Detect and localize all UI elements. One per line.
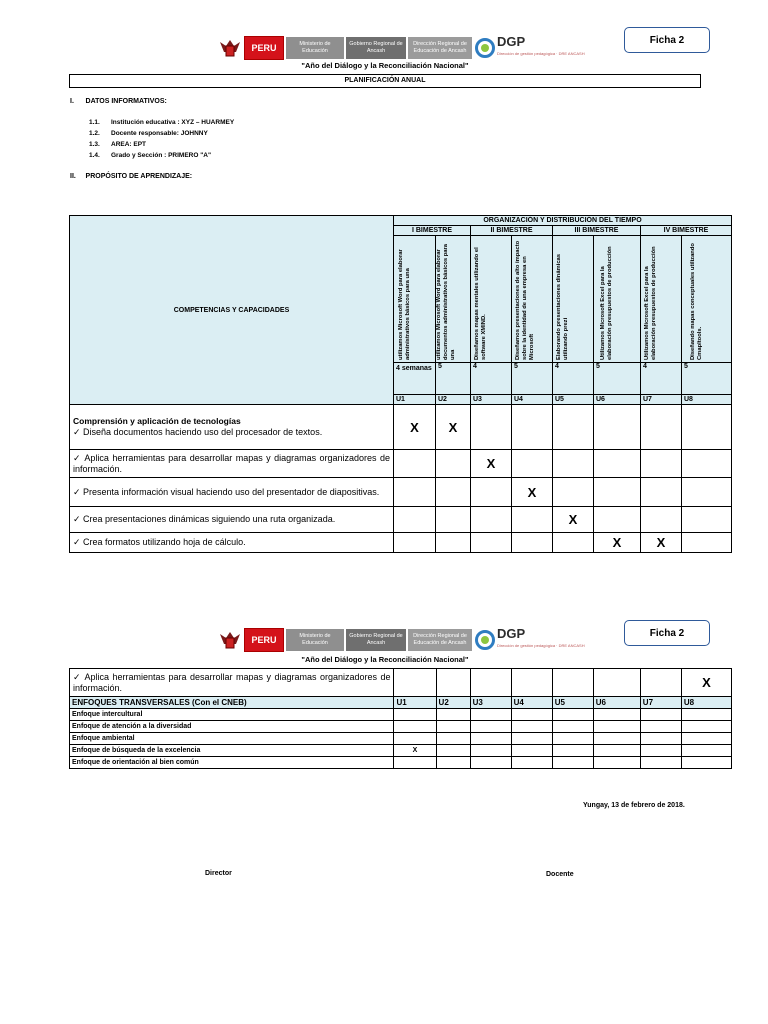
competence-row: ✓ Aplica herramientas para desarrollar mapas y diagramas organizadores de información. bbox=[70, 450, 394, 478]
unit-label: U6 bbox=[594, 395, 641, 405]
motto: "Año del Diálogo y la Reconciliación Nacional" bbox=[301, 61, 469, 70]
mark-cell bbox=[436, 478, 471, 507]
unit-label: U5 bbox=[553, 395, 594, 405]
mark-cell bbox=[470, 669, 511, 697]
enfoque-mark bbox=[394, 757, 436, 769]
dgp-logo bbox=[475, 628, 585, 652]
unit-title: utilizamos Microsoft Word para elaborar administrativos básicos para una bbox=[394, 236, 436, 363]
regional-gov-label: Gobierno Regional de Ancash bbox=[346, 629, 406, 651]
info-item: 1.4. Grado y Sección : PRIMERO "A" bbox=[89, 152, 212, 159]
enfoque-mark bbox=[394, 721, 436, 733]
weeks-cell: 5 bbox=[682, 363, 732, 395]
unit-label: U2 bbox=[436, 395, 471, 405]
weeks-cell: 4 semanas bbox=[394, 363, 436, 395]
mark-cell bbox=[593, 669, 640, 697]
mark-cell: X bbox=[681, 669, 731, 697]
enfoque-label: Enfoque de orientación al bien común bbox=[70, 757, 394, 769]
regional-dir-label: Dirección Regional de Educación de Ancash bbox=[408, 629, 472, 651]
mark-cell: X bbox=[594, 533, 641, 553]
bimestre-1: I BIMESTRE bbox=[394, 226, 471, 236]
mark-cell bbox=[594, 507, 641, 533]
mark-cell bbox=[641, 450, 682, 478]
mark-cell bbox=[436, 533, 471, 553]
enfoques-table bbox=[69, 668, 732, 769]
mark-cell: X bbox=[471, 450, 512, 478]
mark-cell bbox=[512, 405, 553, 450]
unit-label: U3 bbox=[471, 395, 512, 405]
coat-of-arms-icon bbox=[218, 628, 242, 652]
unit-title: Diseñamos presentaciones de alto impacto sobre la identidad de una empresa en Microsoft bbox=[512, 236, 553, 363]
mark-cell bbox=[512, 450, 553, 478]
competence-row: ✓ Crea presentaciones dinámicas siguiendo una ruta organizada. bbox=[70, 507, 394, 533]
peru-logo: PERU bbox=[244, 628, 284, 652]
weeks-cell: 4 bbox=[471, 363, 512, 395]
mark-cell bbox=[471, 533, 512, 553]
planning-table bbox=[69, 215, 732, 553]
peru-logo: PERU bbox=[244, 36, 284, 60]
header-logos-page2 bbox=[218, 625, 585, 655]
unit-title: Diseñando mapas conceptuales utilizando Cmapltools. bbox=[682, 236, 732, 363]
enfoque-label: Enfoque de búsqueda de la excelencia bbox=[70, 745, 394, 757]
mark-cell bbox=[394, 669, 436, 697]
regional-gov-label: Gobierno Regional de Ancash bbox=[346, 37, 406, 59]
ministry-label: Ministerio de Educación bbox=[286, 629, 344, 651]
unit-label: U6 bbox=[593, 697, 640, 709]
weeks-cell: 5 bbox=[512, 363, 553, 395]
mark-cell bbox=[436, 669, 470, 697]
section-proposito: II. PROPÓSITO DE APRENDIZAJE: bbox=[70, 173, 193, 180]
enfoque-mark bbox=[394, 709, 436, 721]
mark-cell bbox=[553, 533, 594, 553]
mark-cell bbox=[640, 669, 681, 697]
weeks-cell: 5 bbox=[594, 363, 641, 395]
unit-title: Diseñamos mapas mentales utilizando el software XMIND. bbox=[471, 236, 512, 363]
unit-label: U7 bbox=[640, 697, 681, 709]
mark-cell: X bbox=[436, 405, 471, 450]
mark-cell bbox=[682, 405, 732, 450]
mark-cell bbox=[553, 478, 594, 507]
enfoque-mark bbox=[394, 733, 436, 745]
ministry-label: Ministerio de Educación bbox=[286, 37, 344, 59]
mark-cell: X bbox=[641, 533, 682, 553]
unit-label: U4 bbox=[511, 697, 552, 709]
enfoque-label: Enfoque de atención a la diversidad bbox=[70, 721, 394, 733]
competence-row: ✓ Presenta información visual haciendo uso del presentador de diapositivas. bbox=[70, 478, 394, 507]
enfoques-header: ENFOQUES TRANSVERSALES (Con el CNEB) bbox=[70, 697, 394, 709]
dgp-logo bbox=[475, 36, 585, 60]
mark-cell bbox=[471, 405, 512, 450]
section-datos: I. DATOS INFORMATIVOS: bbox=[70, 98, 167, 105]
org-header: ORGANIZACIÓN Y DISTRIBUCIÓN DEL TIEMPO bbox=[394, 216, 732, 226]
bimestre-4: IV BIMESTRE bbox=[641, 226, 732, 236]
enfoque-label: Enfoque ambiental bbox=[70, 733, 394, 745]
unit-title: Elaborando presentaciones dinámicas utilizando prezi bbox=[553, 236, 594, 363]
mark-cell bbox=[641, 507, 682, 533]
info-item: 1.2. Docente responsable: JOHNNY bbox=[89, 130, 208, 137]
competence-row: Comprensión y aplicación de tecnologías ✓ Diseña documentos haciendo uso del procesador de textos. bbox=[70, 405, 394, 450]
mark-cell bbox=[394, 507, 436, 533]
mark-cell bbox=[512, 507, 553, 533]
unit-label: U7 bbox=[641, 395, 682, 405]
page-title: PLANIFICACIÓN ANUAL bbox=[69, 74, 701, 88]
mark-cell bbox=[682, 533, 732, 553]
mark-cell bbox=[594, 450, 641, 478]
unit-label: U3 bbox=[470, 697, 511, 709]
mark-cell bbox=[552, 669, 593, 697]
motto: "Año del Diálogo y la Reconciliación Nacional" bbox=[301, 655, 469, 664]
dgp-sub: Dirección de gestión pedagógica · DRE ANCASH bbox=[497, 51, 585, 56]
mark-cell bbox=[594, 478, 641, 507]
mark-cell bbox=[471, 507, 512, 533]
competence-row: ✓ Aplica herramientas para desarrollar mapas y diagramas organizadores de información. bbox=[70, 669, 394, 697]
info-item: 1.3. AREA: EPT bbox=[89, 141, 147, 148]
weeks-cell: 4 bbox=[553, 363, 594, 395]
regional-dir-label: Dirección Regional de Educación de Ancash bbox=[408, 37, 472, 59]
ficha-badge: Ficha 2 bbox=[624, 27, 710, 53]
mark-cell bbox=[641, 478, 682, 507]
director-signature: Director bbox=[205, 870, 232, 877]
mark-cell bbox=[682, 507, 732, 533]
mark-cell bbox=[682, 478, 732, 507]
dgp-sub: Dirección de gestión pedagógica · DRE ANCASH bbox=[497, 643, 585, 648]
enfoque-mark: X bbox=[394, 745, 436, 757]
unit-label: U8 bbox=[682, 395, 732, 405]
mark-cell bbox=[553, 450, 594, 478]
mark-cell bbox=[436, 450, 471, 478]
date-line: Yungay, 13 de febrero de 2018. bbox=[583, 802, 685, 809]
unit-title: Utilizamos Microsoft Excel para la elaboración presupuestos de producción bbox=[641, 236, 682, 363]
competencias-header: COMPETENCIAS Y CAPACIDADES bbox=[70, 216, 394, 405]
info-item: 1.1. Institución educativa : XYZ – HUARMEY bbox=[89, 119, 235, 126]
mark-cell bbox=[436, 507, 471, 533]
mark-cell bbox=[511, 669, 552, 697]
competence-title: Comprensión y aplicación de tecnologías bbox=[73, 416, 241, 426]
unit-label: U1 bbox=[394, 395, 436, 405]
enfoque-label: Enfoque intercultural bbox=[70, 709, 394, 721]
unit-title: utilizamos Microsoft Word para elaborar documentos administrativos básicos para una bbox=[436, 236, 471, 363]
header-logos bbox=[218, 33, 585, 63]
competence-row: ✓ Crea formatos utilizando hoja de cálculo. bbox=[70, 533, 394, 553]
unit-label: U2 bbox=[436, 697, 470, 709]
mark-cell bbox=[394, 450, 436, 478]
bimestre-2: II BIMESTRE bbox=[471, 226, 553, 236]
weeks-cell: 4 bbox=[641, 363, 682, 395]
dgp-label: DGP bbox=[497, 626, 526, 641]
dgp-icon bbox=[475, 630, 495, 650]
mark-cell bbox=[512, 533, 553, 553]
coat-of-arms-icon bbox=[218, 36, 242, 60]
mark-cell bbox=[553, 405, 594, 450]
mark-cell: X bbox=[553, 507, 594, 533]
ficha-badge: Ficha 2 bbox=[624, 620, 710, 646]
dgp-label: DGP bbox=[497, 34, 526, 49]
unit-label: U8 bbox=[681, 697, 731, 709]
mark-cell bbox=[594, 405, 641, 450]
unit-label: U4 bbox=[512, 395, 553, 405]
unit-title: Utilizamos Microsoft Excel para la elaboración presupuestos de producción bbox=[594, 236, 641, 363]
mark-cell: X bbox=[394, 405, 436, 450]
mark-cell bbox=[394, 533, 436, 553]
mark-cell: X bbox=[512, 478, 553, 507]
mark-cell bbox=[394, 478, 436, 507]
dgp-icon bbox=[475, 38, 495, 58]
mark-cell bbox=[641, 405, 682, 450]
unit-label: U1 bbox=[394, 697, 436, 709]
docente-signature: Docente bbox=[546, 871, 574, 878]
mark-cell bbox=[471, 478, 512, 507]
weeks-cell: 5 bbox=[436, 363, 471, 395]
mark-cell bbox=[682, 450, 732, 478]
unit-label: U5 bbox=[552, 697, 593, 709]
bimestre-3: III BIMESTRE bbox=[553, 226, 641, 236]
